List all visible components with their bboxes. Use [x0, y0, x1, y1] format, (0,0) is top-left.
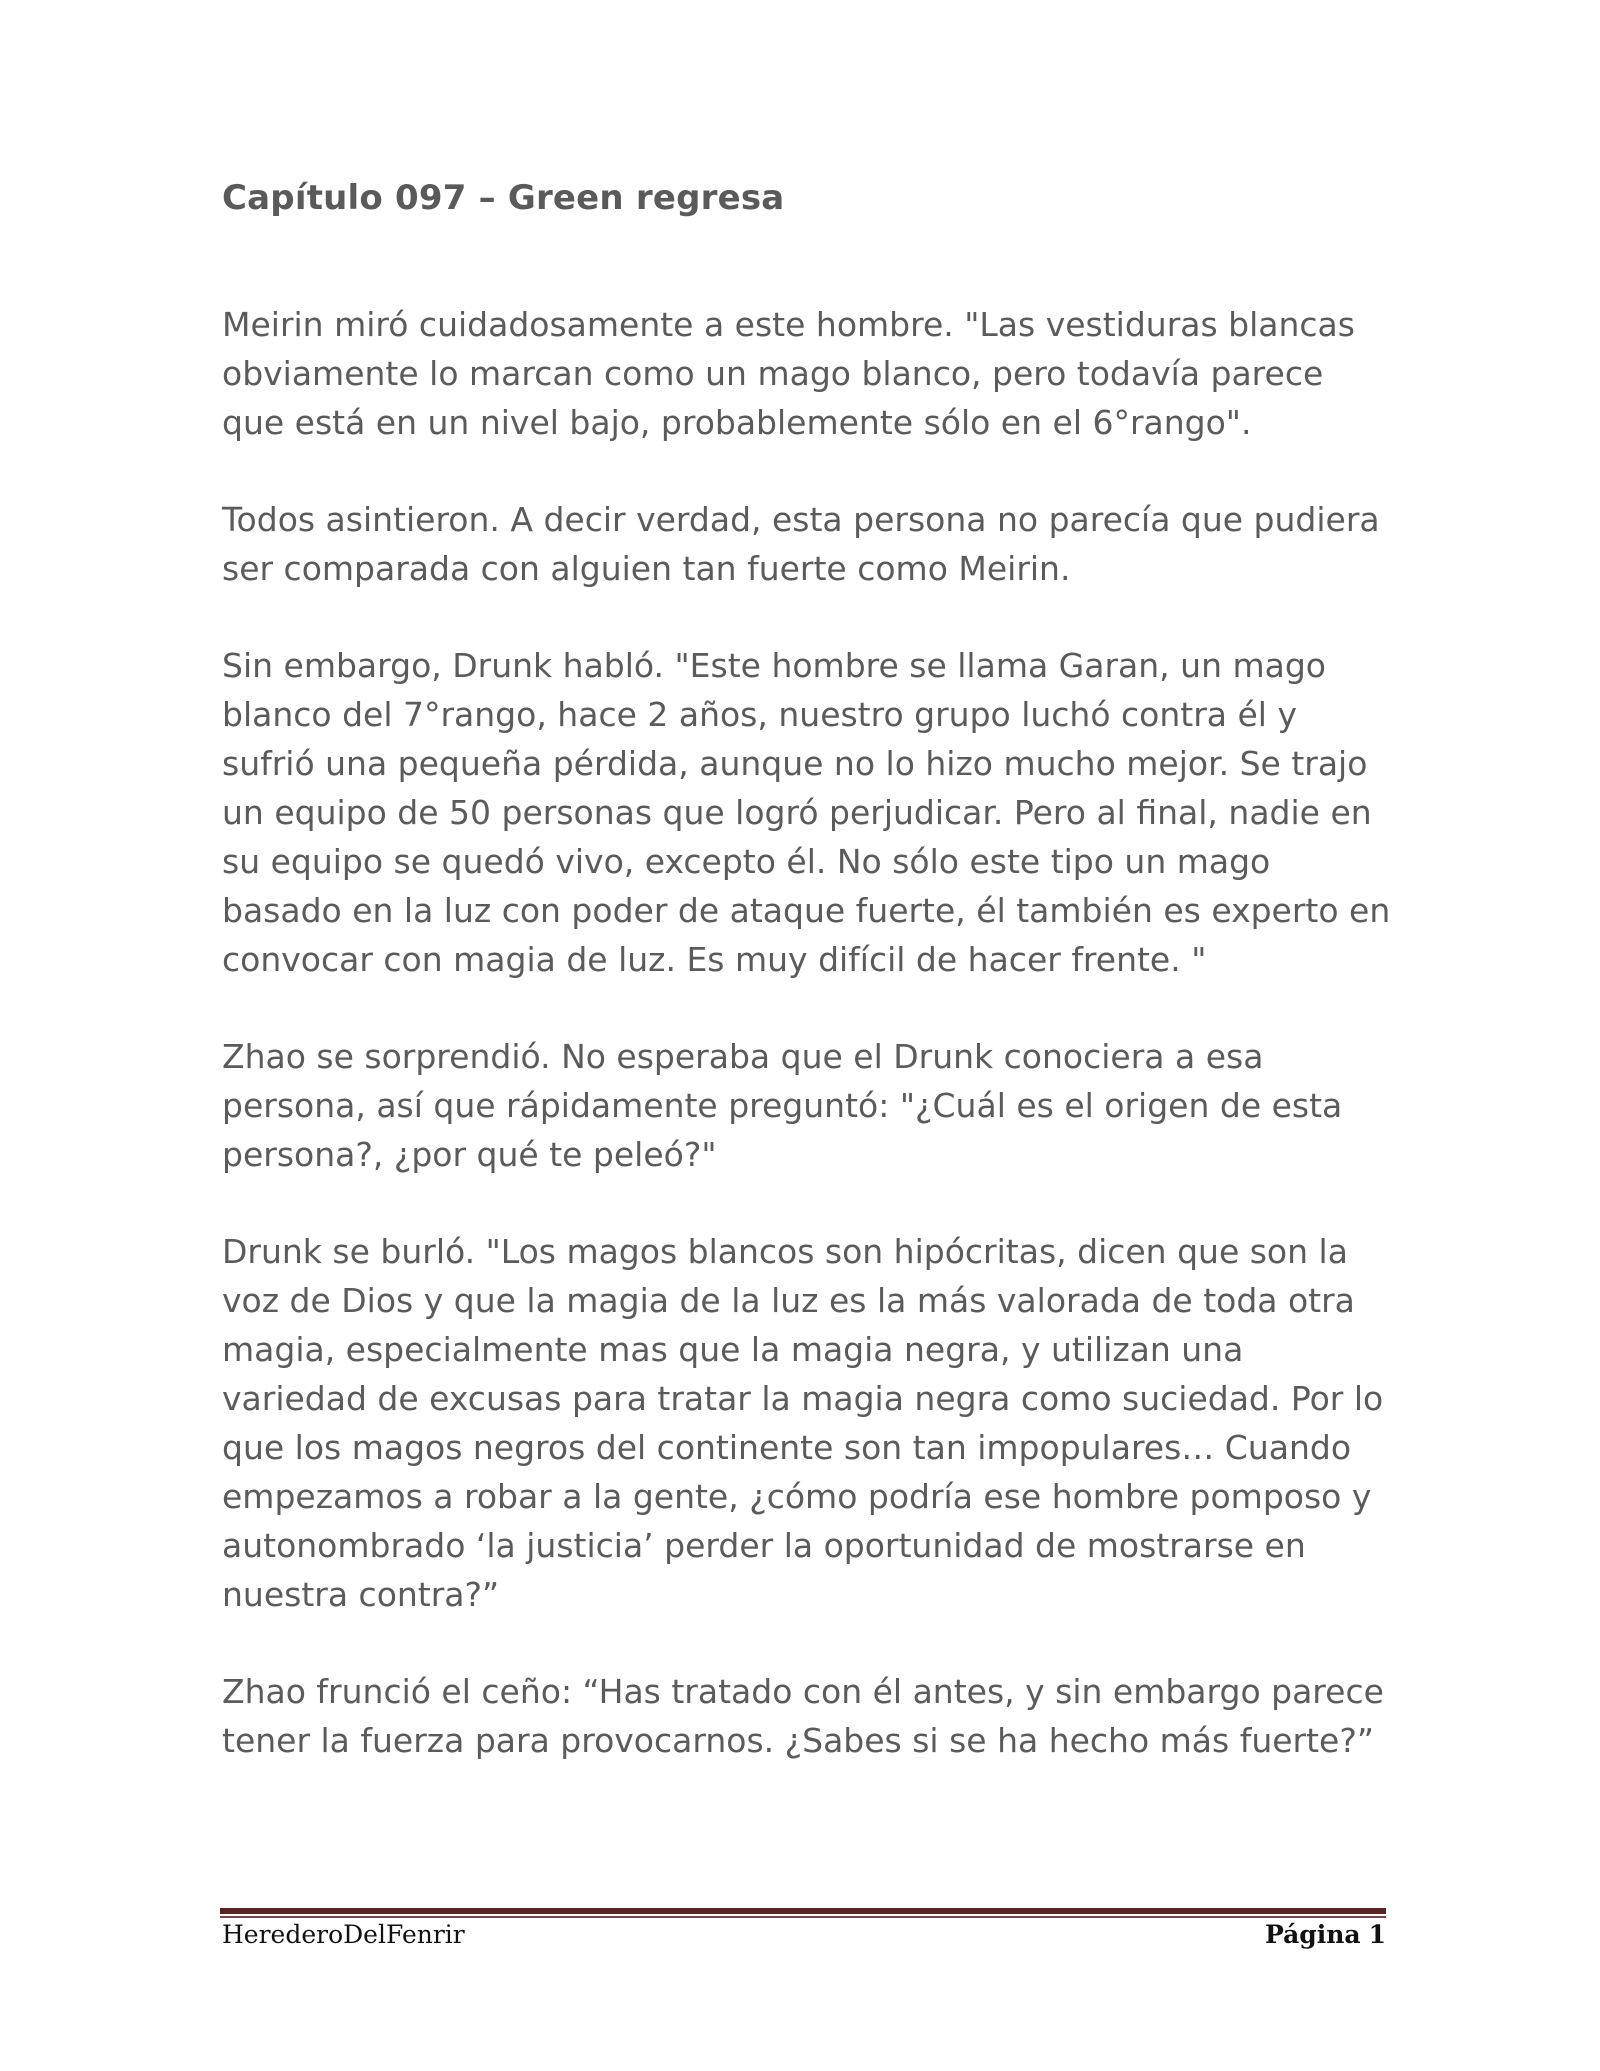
chapter-body: [222, 300, 1392, 1813]
paragraph: Meirin miró cuidadosamente a este hombre. "Las vestiduras blancas obviamente lo marcan como un mago blanco, pero todavía parece que está en un nivel bajo, probablemente sólo en el 6°rango".: [222, 305, 1355, 442]
paragraph: Todos asintieron. A decir verdad, esta persona no parecía que pudiera ser comparada con alguien tan fuerte como Meirin.: [222, 500, 1380, 588]
page-number: 1: [1368, 1920, 1386, 1949]
footer-page-indicator: [1265, 1920, 1386, 1949]
paragraph: Zhao frunció el ceño: “Has tratado con él antes, y sin embargo parece tener la fuerza para provocarnos. ¿Sabes si se ha hecho más fuerte?”: [222, 1672, 1384, 1760]
footer-divider-thin: [220, 1916, 1386, 1918]
page-label: Página: [1264, 1920, 1361, 1949]
paragraph: Zhao se sorprendió. No esperaba que el Drunk conociera a esa persona, así que rápidamente preguntó: "¿Cuál es el origen de esta persona?, ¿por qué te peleó?": [222, 1037, 1343, 1174]
footer-author: HerederoDelFenrir: [222, 1920, 465, 1949]
chapter-title: Capítulo 097 – Green regresa: [222, 178, 785, 218]
footer-divider: [220, 1908, 1386, 1914]
paragraph: Drunk se burló. "Los magos blancos son hipócritas, dicen que son la voz de Dios y que la magia de la luz es la más valorada de toda otra magia, especialmente mas que la magia negra, y utilizan una variedad de excusas para tratar la magia negra como suciedad. Por lo que los magos negros del continente son tan impopulares… Cuando empezamos a robar a la gente, ¿cómo podría ese hombre pomposo y autonombrado ‘la justicia’ perder la oportunidad de mostrarse en nuestra contra?”: [222, 1232, 1384, 1614]
paragraph: Sin embargo, Drunk habló. "Este hombre se llama Garan, un mago blanco del 7°rango, hace 2 años, nuestro grupo luchó contra él y sufrió una pequeña pérdida, aunque no lo hizo mucho mejor. Se trajo un equipo de 50 personas que logró perjudicar. Pero al final, nadie en su equipo se quedó vivo, excepto él. No sólo este tipo un mago basado en la luz con poder de ataque fuerte, él también es experto en convocar con magia de luz. Es muy difícil de hacer frente. ": [222, 646, 1391, 979]
